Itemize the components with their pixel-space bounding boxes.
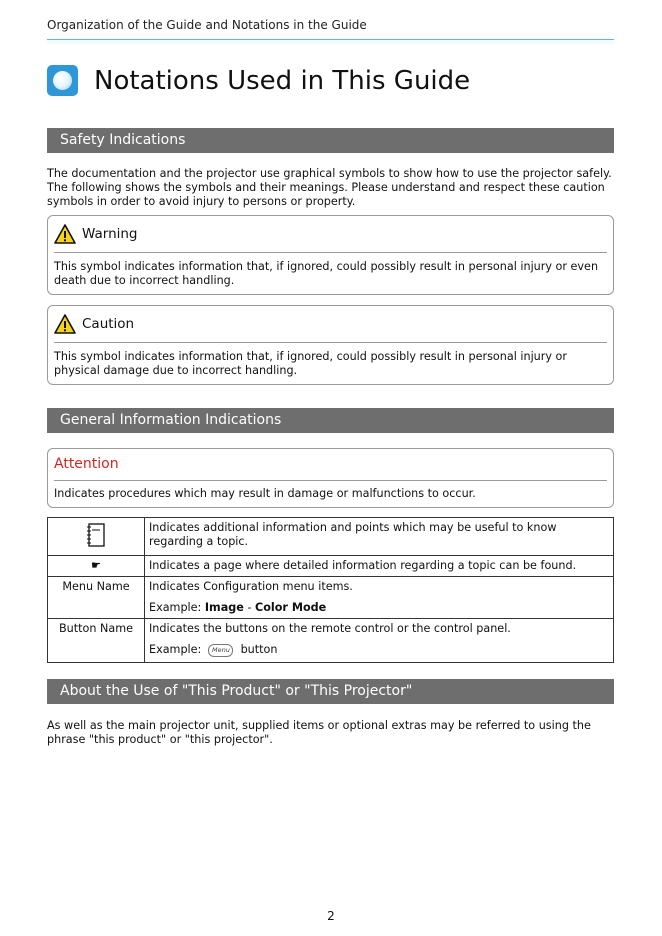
warning-title: Warning: [82, 226, 138, 242]
page-title: Notations Used in This Guide: [94, 66, 471, 96]
running-header: Organization of the Guide and Notations in the Guide: [47, 18, 367, 32]
about-text: As well as the main projector unit, supplied items or optional extras may be referred to using the phrase "this product" or "this projector".: [47, 719, 591, 746]
safety-intro-line2: The following shows the symbols and their meanings. Please understand and respect these caution symbols in order to avoid injury to persons or property.: [47, 181, 605, 208]
example-submenu-item: Color Mode: [255, 601, 327, 614]
section-heading-about: About the Use of "This Product" or "This Projector": [47, 679, 614, 704]
warning-text: This symbol indicates information that, if ignored, could possibly result in personal injury or even death due to incorrect handling.: [54, 260, 599, 287]
table-row: [48, 619, 614, 663]
symbol-cell: [48, 556, 145, 577]
example-label: Example:: [149, 643, 202, 656]
table-row: [48, 518, 614, 556]
caution-box: [47, 305, 614, 385]
warning-divider: [54, 252, 607, 253]
menu-button-icon: Menu: [208, 644, 233, 657]
page-title-block: [47, 64, 614, 98]
example-label: Example:: [149, 601, 202, 614]
caution-title: Caution: [82, 316, 135, 332]
example-line: [149, 643, 609, 657]
example-menu-item: Image: [204, 601, 244, 614]
section-heading-general: General Information Indications: [47, 408, 614, 433]
notation-table: [47, 517, 614, 663]
page-number: 2: [327, 909, 335, 923]
description-text: Indicates Configuration menu items.: [149, 580, 353, 593]
description-cell: Indicates additional information and points which may be useful to know regarding a topic.: [145, 518, 614, 556]
section-bullet-icon: [47, 65, 78, 96]
example-line: [149, 601, 609, 615]
warning-triangle-icon: [54, 224, 76, 244]
example-suffix: button: [240, 643, 278, 656]
description-cell: [145, 577, 614, 619]
warning-box: [47, 215, 614, 295]
pointing-hand-icon: ☛: [90, 559, 102, 572]
caution-divider: [54, 342, 607, 343]
safety-intro-line1: The documentation and the projector use graphical symbols to show how to use the projector safely.: [47, 167, 612, 180]
description-text: Indicates the buttons on the remote control or the control panel.: [149, 622, 511, 635]
caution-text: This symbol indicates information that, if ignored, could possibly result in personal injury or physical damage due to incorrect handling.: [54, 350, 567, 377]
attention-divider: [54, 480, 607, 481]
symbol-cell: Menu Name: [48, 577, 145, 619]
attention-title: Attention: [54, 456, 119, 472]
example-separator: -: [243, 601, 255, 614]
section-heading-safety: Safety Indications: [47, 128, 614, 153]
description-cell: [145, 619, 614, 663]
attention-box: [47, 448, 614, 508]
note-icon: [86, 522, 106, 548]
table-row: [48, 556, 614, 577]
symbol-cell: [48, 518, 145, 556]
caution-triangle-icon: [54, 314, 76, 334]
safety-intro: [47, 167, 614, 209]
table-row: [48, 577, 614, 619]
symbol-cell: Button Name: [48, 619, 145, 663]
header-rule: [47, 39, 614, 40]
description-cell: Indicates a page where detailed information regarding a topic can be found.: [145, 556, 614, 577]
attention-text: Indicates procedures which may result in damage or malfunctions to occur.: [54, 487, 476, 500]
